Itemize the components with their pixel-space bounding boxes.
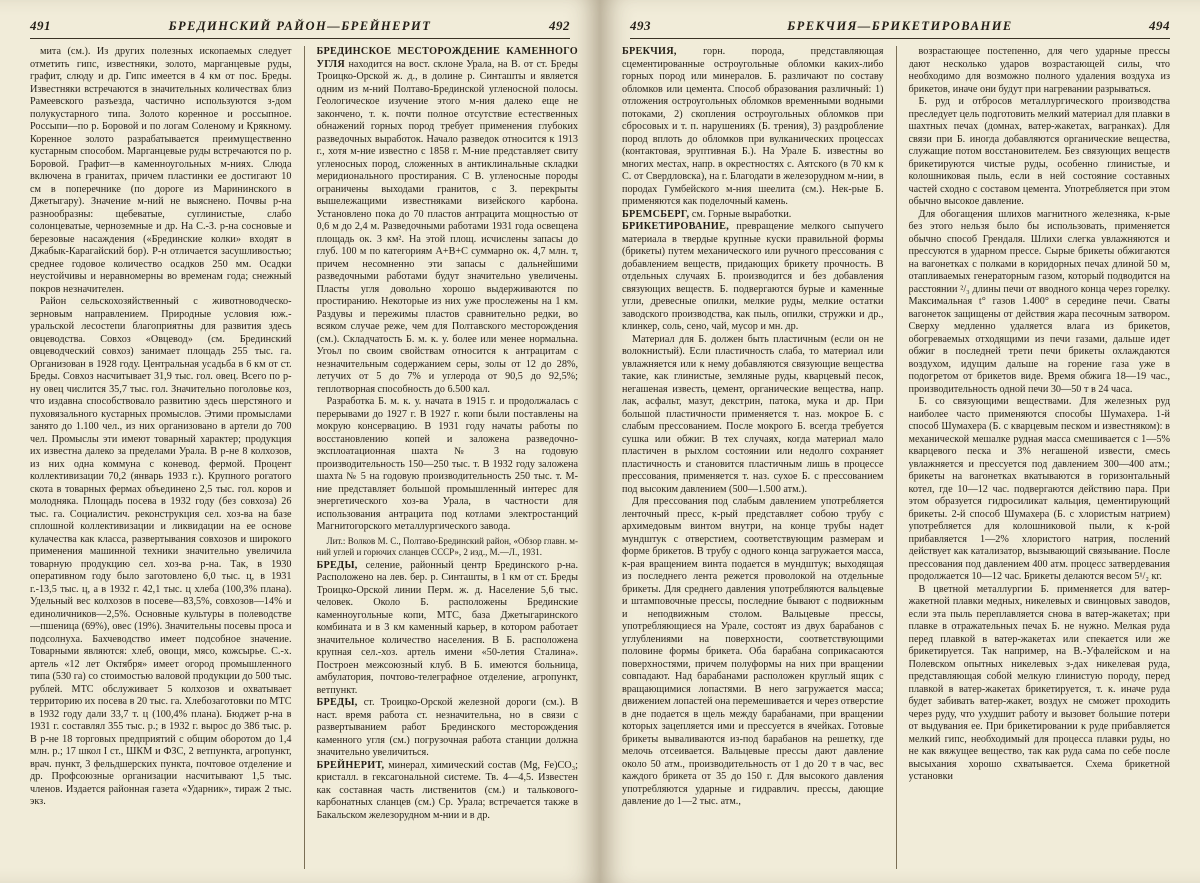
encyclopedia-entry	[317, 697, 579, 760]
entry-headword: БРИКЕТИРОВАНИЕ,	[622, 221, 730, 232]
entry-text: см. Горные выработки.	[691, 208, 792, 220]
paragraph: Б. руд и отбросов металлургического производства преследует цель подготовить мелкий материал для плавки в шахтных печах (домнах, ватер-жакетах, вагранках). Для связи при Б. иногда добавляются органические вещества, служащие потом восстановителем. Без связующих веществ брикетируются чистые руды, особенно глинистые, и колошниковая пыль, если в ней состояние составных частей сходно с составом цемента. Употребляется при этом обычно высокое давление.	[908, 96, 1170, 207]
entry-headword: БРЕДЫ,	[316, 559, 358, 571]
encyclopedia-entry	[622, 221, 884, 334]
entry-text: находится на вост. склоне Урала, на В. от ст. Бреды Троицко-Орской ж. д., в долине р. Синташты и является одним из м-ний Полтаво-Брединской угленосной полосы. Геологическое изучение этого м-ния далеко еще не закончено, т. к. почти полное отсутствие естественных обнажений горных пород требует применения глубоких разведочных выработок. Начало разведок относится к 1913 г., хотя м-ние известно с 1858 г. М-ние представляет свиту угленосных пород, сложенных в антиклинальные складки меридионального простирания. С В. угленосные породы ограничены выходами гранитов, с З. перекрыты вышележащими известняками визейского карбона. Установлено пока до 70 пластов антрацита мощностью от 0,6 м до 2,4 м. Разведочными работами 1931 года освещена площадь ок. 3 км². На этой площ. исчислены запасы до глуб. 100 м по категориям A+B+C суммарно ок. 4,7 млн. т, причем несомненно эти запасы с дальнейшими разведочными работами будут значительно увеличены. Пласты угля довольно хорошо выдерживаются по простиранию. Некоторые из них уже прослежены на 1 км. Раздувы и пережимы пластов сравнительно редки, во всяком случае реже, чем для Полтавского месторождения (см.). Складчатость Б. м. к. у. более или менее нормальна. Угоьл по своим свойствам относится к антрацитам с незначительным содержанием серы, золы от 12 до 28%, летучих от 5 до 7% и углерода от 90,5 до 92,5%; теплотворная способность до 6.500 кал.	[316, 58, 578, 395]
right-page-header	[630, 18, 1170, 38]
encyclopedia-entry	[317, 560, 579, 698]
header-rule	[30, 38, 570, 39]
column-divider	[304, 46, 305, 869]
text-column	[909, 46, 1171, 869]
paragraph: Для прессования под слабым давлением употребляется ленточный пресс, к-рый представляет собою трубу с архимедовым винтом внутри, на конце трубы надет мундштук с отверстием, соответствующим размерам и форме брикетов. В трубу с одного конца загружается масса, к-рая вращением винта подается в мундштук; выходящая из последнего лента режется проволокой на отдельные брикеты. Для среднего давления употребляются вальцевые и штамповочные прессы, последние бывают с подвижным и неподвижным столом. Вальцевые прессы, употребляющиеся на Урале, состоят из двух барабанов с углублениями на поверхности, соответствующими половине формы брикета. Оба барабана соприкасаются поверхностями, причем полуформы на них при вращении совпадают. Над барабанами расположен круглый ящик с вращающимися лопастями. В него загружается масса; движением лопастей она перемешивается и через отверстие в дне подается в щель между барабанами, при вращении которых зацепляется ими и прессуется в ячейках. Готовые брикеты вываливаются из-под барабанов на решетку, где мелочь отсеивается. Вальцевые прессы дают давление около 50 атм., производительность от 1 до 20 т в час, вес каждого брикета от 35 до 150 г. Для высокого давления употребляются ударные и гидравлич. прессы, дающие давление до 1—2 тыс. атм.,	[622, 496, 884, 807]
entry-headword: БРЕДЫ,	[316, 697, 358, 708]
header-rule	[630, 38, 1170, 39]
page-number-492: 492	[548, 18, 570, 33]
text-column	[317, 46, 579, 869]
running-head-right: БРЕКЧИЯ—БРИКЕТИРОВАНИЕ	[787, 19, 1013, 33]
running-head-left: БРЕДИНСКИЙ РАЙОН—БРЕЙНЕРИТ	[168, 19, 432, 33]
paragraph: Материал для Б. должен быть пластичным (если он не волокнистый). Если пластичность слаба, то материал или увлажняется или к нему добавляются связующие вещества такие, как глинистые, земляные руды, кварцевый песок, негашеная известь, цемент, органические вещества, напр. лак, асфальт, мазут, декстрин, патока, мука и др. При большой пластичности применяется т. наз. мокрое Б. с слабым прессованием. После мокрого Б. всегда требуется сушка или обжиг. В тех случаях, когда материал мало пластичен в рыхлом состоянии или недолго сохраняет пластичность и становится пластичным лишь в процессе прессования, применяется т. наз. сухое Б. с прессованием под высоким давлением (500—1.500 атм.).	[622, 333, 884, 495]
paragraph: мита (см.). Из других полезных ископаемых следует отметить гипс, известняки, золото, марганцевые руды, графит, слюду и др. Гипс имеется в 4 км от пос. Бреды. Известняки встречаются в значительных количествах близ Рамеевского разъезда, частично используются з-дом полукустарного типа. Золото коренное и россыпное. Россыпи—по р. Боровой и по логам Соленому и Крякному. Коренное золото разрабатывается преимущественно кустарным способом. Марганцевые руды встречаются по р. Боровой. Графит—в каменноугольных м-ниях. Слюда включена в гранитах, причем пластинки ее достигают 10 см в поперечнике (по дороге из Марининского в Джетыгару). Значение м-ний не выяснено. Почвы р-на разнообразны: щебеватые, суглинистые, слабо солонцеватые, черноземные и др. На С.-З. р-на сосновые и березовые насаждения («Брединские колки» входят в Джабык-Карагайский бор). Р-н отличается засушливостью; среднее годовое количество осадков 250 мм. Осадки неустойчивы и неравномерны во временам года; снежный покров незначителен.	[30, 46, 292, 295]
encyclopedia-entry	[622, 209, 884, 222]
encyclopedia-entry	[317, 760, 579, 823]
entry-text: превращение мелкого сыпучего материала в твердые крупные куски правильной формы (брикеты) путем механического или ручного прессования с добавлением веществ, придающих брикету прочность. В отдельных случаях Б. производится и без добавления связующих веществ. Б. подвергаются бурые и каменные угли, древесные опилки, мелкие руды, мелкие остатки заводского производства, как пыль, опилки, стружки и др., клинкер, соль, сено, чай, мусор и мн. др.	[622, 221, 884, 332]
paragraph: В цветной металлургии Б. применяется для ватер-жакетной плавки медных, никелевых и свинцовых заводов, если эта пыль переплавляется снова в ватер-жакетах; при плавке в отражательных печах Б. не нужно. Мелкая руда перед плавкой в ватер-жакетах или спекается или же брикетируется. Так например, на В.-Уфалейском и на Полевском опытных никелевых з-дах никелевая руда, представляющая собой мелкую глинистую породу, перед плавкой в ватер-жакетах брикетируется, т. к. иначе руда будет забивать ватер-жакет, воздух не сможет проходить через руду, что ухудшит работу и вызовет большие потери от выдувания ее. При брикетировании к руде прибавляется мелкий гипс, необходимый для процесса плавки руды, но не как вяжущее вещество, так как руда сама по себе после высыхания хорошо схватывается. Схема брикетной установки	[908, 583, 1170, 782]
entry-headword: БРЕДИНСКОЕ МЕСТОРОЖДЕНИЕ КАМЕННОГО УГЛЯ	[316, 46, 578, 70]
left-page-columns	[30, 46, 578, 869]
page-number-491: 491	[30, 18, 51, 33]
page-number-494: 494	[1149, 18, 1170, 33]
literature-reference: Лит.: Волков М. С., Полтаво-Брединский район, «Обзор главн. м-ний углей и горючих сланцев СССР», 2 изд., М.—Л., 1931.	[316, 535, 578, 557]
paragraph: возрастающее постепенно, для чего ударные прессы дают несколько ударов возрастающей силы, что необходимо для возможно полного удаления воздуха из брикетов, иначе они будут при нагревании разрываться.	[908, 46, 1170, 95]
entry-text: селение, районный центр Брединского р-на. Расположено на лев. бер. р. Синташты, в 1 км от ст. Бреды Троицко-Орской линии Перм. ж. д. Население 5,6 тыс. человек. Около Б. расположены Брединские каменноугольные копи, МТС, база Джетыгаринского комбината и в 3 км каменный карьер, в котором работает значительное количество населения. В Б. расположена крупная сел.-хоз. артель имени «50-летия Сталина». Построен межсоюзный клуб. В Б. имеются больница, амбулатория, почтово-телеграфное отделение, агропункт, ветпункт.	[316, 559, 578, 696]
paragraph: Для обогащения шлихов магнитного железняка, к-рые без этого нельзя было бы использовать, применяется обычно способ Грендаля. Шлихи слегка увлажняются и прессуются в ударном прессе. Сырые брикеты обжигаются на вагонетках с полками в коридорных печах длиной 50 м, отапливаемых генераторным газом, который подводится на расстоянии ²/₃ длины печи от вводного конца через горелку. Максимальная t° газов 1.400° в середине печи. Сваты вагонеток защищены от действия жара песочным затвором. Сверху медленно удаляется влага из брикетов, обогреваемых отходящими из печи газами, дальше идет обжиг в последней трети печи брикеты охлаждаются воздухом, идущим дальше на горение газа уже в подогретом от брикетов виде. Время обжига 18—19 час., производительность одной печи 30—50 т в 24 часа.	[908, 208, 1170, 395]
column-divider	[896, 46, 897, 869]
encyclopedia-entry	[622, 46, 884, 209]
page-number-493: 493	[630, 18, 651, 33]
paragraph: Район сельскохозяйственный с животноводческо-зерновым направлением. Природные условия юж.-уральской лесостепи благоприятны для развития здесь овцеводства. Совхоз «Овцевод» (см. Брединский овцеводческий совхоз) занимает площадь 255 тыс. га. Организован в 1928 году. Центральная усадьба в 6 км от ст. Бреды. Совхоз насчитывает 31,9 тыс. гол. овец. Всего по р-ну овец числится 35,7 тыс. гол. Значительно поголовье коз, что издавна способствовало развитию здесь шерстяного и пуховязального кустарных промыслов. Этими промыслами занято до 1.100 чел., из них организовано в артели до 700 чел. Промыслы эти имеют товарный характер; продукция их известна далеко за пределами Урала. В р-не 8 колхозов, из них одна коммуна с коневод. фермой. Процент коллективизации 70,2 (январь 1933 г.). Крупного рогатого скота в товарных фермах объединено 2,5 тыс. гол. коров и молодняка. Площадь посева в 1932 году (без совхоза) 26 тыс. га. Социалистич. реконструкция сел. хоз-ва на базе сплошной коллективизации и ликвидации на ее основе кулачества как класса, развертывания совхозов и широкого применения машинной техники значительно увеличила товарную продукцию сел. хоз-ва р-на. Так, в 1930 оперативном году было заготовлено 6,0 тыс. ц, в 1931 г.-13,5 тыс. ц, а в 1932 г. 42,1 тыс. ц хлеба (100,3% плана). Удельный вес колхозов в посеве—83,5%, совхозов—14% и единоличников—2,5%. Основные культуры в полеводстве—пшеница (69%), овес (19%). Значительны посевы проса и подсолнуха. Бахчеводство имеет подсобное значение. Товарными являются: хлеб, овощи, мясо, кожсырье. С.-х. артель «12 лет Октября» имеет огород промышленного типа (530 га) со стоимостью валовой продукции до 500 тыс. рублей. МТС обслуживает 5 колхозов и охватывает территорию их посева в 20 тыс. га. Хлебозаготовки по МТС в 1932 году дали 33,7 т. ц (100,4% плана). Бюджет р-на в 1931 г. составлял 355 тыс. р.; в 1932 г. вырос до 386 тыс. р. В р-не 18 торговых предприятий с общим оборотом до 1,4 млн. р.; 17 школ I ст., ШКМ и ФЗС, 2 ветпункта, агропункт, врач. пункт, 3 фельдшерских пункта, почтовое отделение и др. Профсоюзные организации насчитывают 1,5 тыс. членов. Издается районная газета «Ударник», тираж 2 тыс. экз.	[30, 296, 292, 807]
entry-text: горн. порода, представляющая сцементированные остроугольные обломки каких-либо горных пород или минералов. Б. различают по составу обломков или цемента. Способ образования различный: 1) отложения остроугольных обломков временными водными потоками, 2) скопления остроугольных обломков при сбросовых и т. п. нарушениях (Б. трения), 3) раздробление пород вплоть до обломков при вулканических процессах (контактовая, эруптивная Б.). На Урале Б. известны во многих местах, напр. в окрестностях с. Аятского (в 70 км к С. от Свердловска), на г. Благодати в железорудном м-нии, в породах Гумбейского м-ния шеелита (см.). Нек-рые Б. применяются как поделочный камень.	[622, 46, 884, 207]
entry-headword: БРЕКЧИЯ,	[622, 46, 677, 57]
entry-text: ст. Троицко-Орской железной дороги (см.). В наст. время работа ст. незначительна, но в связи с развертыванием работ Брединского месторождения каменного угля (см.) погрузочная работа станции должна значительно увеличиться.	[316, 697, 578, 758]
right-page	[600, 0, 1200, 883]
text-column	[622, 46, 884, 869]
paragraph: Разработка Б. м. к. у. начата в 1915 г. и продолжалась с перерывами до 1927 г. В 1927 г. копи были поставлены на мокрую консервацию. В 1931 году начаты работы по восстановлению копей и заложена разведочно-эксплоатационная шахта № 3 на годовую производительность 150—250 тыс. т. В 1932 году заложена шахта № 5 на годовую производительность 250 тыс. т. М-ние представляет большой промышленный интерес для энергетического хоз-ва Урала, в частности для использования антрацита под котлами электростанций Магнитогорского металлургического завода.	[316, 396, 578, 532]
paragraph: Б. со связующими веществами. Для железных руд наиболее часто применяются способы Шумахера. 1-й способ Шумахера (Б. с кварцевым песком и известняком): в механической мешалке рудная масса смешивается с 1—5% кварцевого песка и 3% негашеной извести, смесь увлажняется и прессуется под давлением 300—400 атм.; брикеты на вагонетках вкатываются в горизонтальный котел, где 10—12 час. подвергаются действию пара. При этом образуется гидросиликат кальция, цементирующий брикеты. 2-й способ Шумахера (Б. с хлористым натрием) употребляется для колошниковой пыли, к к-рой прибавляется 1—2% хлористого натрия, послений действует как катализатор, вызывающий связывание. После прессования под давлением 400 атм. процесс затвердевания продолжается 10—12 час. Брикеты делаются весом 5¹/₂ кг.	[908, 396, 1170, 582]
encyclopedia-entry	[317, 46, 579, 396]
entry-text: минерал, химический состав (Mg, Fe)CO₃; кристалл. в гексагональной системе. Тв. 4—4,5. Известен как составная часть лиственитов (см.) и талькового-карбонатных сланцев (см.) Ср. Урала; встречается также в Бакальском железорудном м-нии и в др.	[316, 759, 578, 821]
left-page-header	[30, 18, 570, 38]
entry-headword: БРЕМСБЕРГ,	[622, 208, 690, 220]
entry-headword: БРЕЙНЕРИТ,	[316, 759, 385, 771]
text-column	[30, 46, 292, 869]
right-page-columns	[622, 46, 1170, 869]
